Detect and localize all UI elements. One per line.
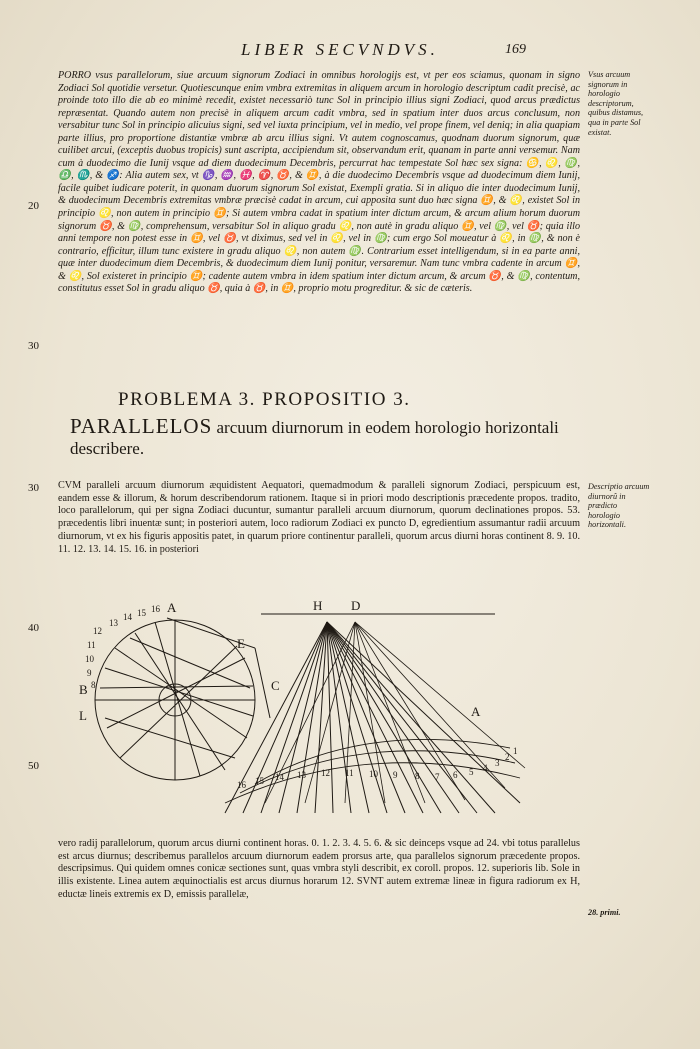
problema-title: PROBLEMA 3. PROPOSITIO 3. <box>118 389 411 410</box>
line-number: 30 <box>28 340 39 352</box>
bottom-number: 14 <box>275 772 284 782</box>
bottom-number: 2 <box>505 752 510 762</box>
line-number: 50 <box>28 760 39 772</box>
bottom-number: 9 <box>393 770 398 780</box>
running-title: LIBER SECVNDVS. <box>241 40 439 59</box>
margin-note-reference: 28. primi. <box>588 908 621 917</box>
circle-number: 14 <box>123 612 132 622</box>
line-number: 30 <box>28 482 39 494</box>
circle-chords <box>95 620 255 780</box>
bottom-number: 7 <box>435 772 440 782</box>
circle-number: 15 <box>137 608 146 618</box>
circle-number: 11 <box>87 640 96 650</box>
circle-number: 8 <box>91 680 96 690</box>
label-C: C <box>271 678 280 693</box>
bottom-number: 11 <box>345 768 354 778</box>
circle-number-labels <box>85 604 161 690</box>
margin-note-usus: Vsus arcuum signorum in horologio descriptorum, quibus distamus, qua in parte Sol existat. <box>588 70 644 137</box>
circle-number: 16 <box>151 604 160 614</box>
proposition-heading <box>70 416 590 459</box>
circle-number: 10 <box>85 654 94 664</box>
heading-capital-word: PARALLELOS <box>70 414 213 438</box>
line-number: 40 <box>28 622 39 634</box>
circle-number: 12 <box>93 626 102 636</box>
label-A-left: A <box>167 600 177 615</box>
bottom-number: 10 <box>369 769 378 779</box>
bottom-number: 12 <box>321 768 330 778</box>
paragraph-usus: PORRO vsus parallelorum, siue arcuum signorum Zodiaci in omnibus horologijs est, vt per eos sciamus, quonam in signo Zodiaci Sol quotidie versetur. Quotiescunque enim vmbra extremitas in aliquem arcum in horologio descriptum cadit precisè, ac proinde toto illo die ab eo minimè recedit, existet necessariò tunc Sol in principio illius signi Zodiaci, quod arcus prædictus repræsentat. Quando autem non precisè in aliquem arcum cadit vmbra, sed in spatium inter duos arcus conclusum, non versabitur tunc Sol in principio alicuius signi, sed vel iuxta principium, vel in medio, vel prope finem, vel deniq; in alia quapiam parte illius, pro proportione distantiæ vmbræ ab arcu illius signi. Vt autem cognoscamus, quodnam duorum signorum, quæ cuilibet arcui, (exceptis duobus tropicis) sunt ascripta, accipiendum sit, observandum erit, quanam in parte anni versemur. Nam cum à duodecimo die Iunij vsque ad diem duodecimum Decembris, percurrat hac tempestate Sol hæc sex signa: ♋, ♌, ♍, ♎, ♏, & ♐: Alia autem sex, vt ♑, ♒, ♓, ♈, ♉, & ♊, à die duodecimo Decembris vsque ad duodecimum diem Iunij, facile quibet iudicare poterit, in quonam duorum signorum Sol existat, Exempli gratia. Si in aliquo die inter duodecimum Iunij, & duodecimum Decembris extremitas vmbræ præcisè cadat in arcum, cui apposita sunt duo hæc signa ♊, & ♌, existet Sol in principio ♌, non autem in principio ♊; Si autem vmbra cadat in spatium inter dictum arcum, & arcum alium horum duorum signorum ♉, & ♍, comprehensum, versabitur Sol in aliquo gradu ♌, non autè in gradu aliquo ♊, vel ♍, vel ♉; quia illo anni tempore non potest esse in ♊, vel ♉, vt diximus, sed vel in ♌, vel in ♍; cum ergo Sol moueatur à ♌, in ♍, & non è contrario, efficitur, illum tunc existere in gradu aliquo ♌, non autem ♍. Contrarium esset intelligendum, si in ea parte anni, quæ inter duodecimum diem Decembris, & duodecimum diem Iunij ponitur, versaremur. Nam tunc vmbra cadente in arcum ♊, & ♌, Sol existeret in principio ♊; cadente autem vmbra in idem spatium inter dictum arcum, & arcum ♉, & ♍, contentum, constitutus esset Sol in gradu aliquo ♉, quia à ♉, in ♊, proprio motu progreditur. & sic de cæteris. <box>58 70 580 295</box>
heading-rest: arcuum diurnorum in eodem horologio horizontali describere. <box>70 418 559 458</box>
bottom-number: 16 <box>237 780 246 790</box>
paragraph-cum: CVM paralleli arcuum diurnorum æquidistent Aequatori, quemadmodum & paralleli signorum Zodiaci, perspicuum est, eandem esse & illorum, & horum describendorum rationem. Itaque si in priori modo descriptionis præcedente propos. tradito, loco parallelorum, qui per signa Zodiaci ducuntur, sumantur paralleli arcuum diurnorum, quorum declinationes propos. 53. præcedentis libri inuentæ sunt; in posteriori autem, loco radiorum Zodiaci ex puncto D, egredientium assumantur radii arcuum diurnorum, vt ex his figuris appositis patet, in quarum priore continentur paralleli, quorum arcus diurni horas continent 8. 9. 10. 11. 12. 13. 14. 15. 16. in posteriori <box>58 480 580 555</box>
circle-number: 13 <box>109 618 118 628</box>
bottom-number: 6 <box>453 770 458 780</box>
bottom-number: 3 <box>495 758 500 768</box>
margin-note-descriptio: Descriptio arcuum diurnorû in prædicto horologio horizontali. <box>588 482 650 530</box>
line-E-C <box>255 648 270 718</box>
circle-number: 9 <box>87 668 92 678</box>
paragraph-vero: vero radij parallelorum, quorum arcus diurni continent horas. 0. 1. 2. 3. 4. 5. 6. & sic deinceps vsque ad 24. vbi totus parallelus est arcus diurnus; describemus parallelos arcuum diurnorum eadem prorsus arte, qua parallelos signorum præcedente propos. descripsimus. Qui quidem omnes conicæ sectiones sunt, quas vmbra styli describit, ex coroll. propos. 12. superioris lib. Sole in illis existente. Linea autem æquinoctialis est arcus diurnus horarum 12. SVNT autem extremæ lineæ in figura radiorum ex H, eductæ lineis extremis ex D, emissis parallelæ, <box>58 838 580 900</box>
bottom-number: 8 <box>415 771 420 781</box>
bottom-number: 5 <box>469 767 474 777</box>
line-number: 20 <box>28 200 39 212</box>
label-L: L <box>79 708 87 723</box>
label-A-right: A <box>471 704 481 719</box>
label-E: E <box>237 636 245 651</box>
sundial-figure <box>75 588 555 828</box>
label-B: B <box>79 682 88 697</box>
bottom-number: 15 <box>255 776 264 786</box>
label-D: D <box>351 598 361 613</box>
bottom-number: 13 <box>297 770 306 780</box>
label-H: H <box>313 598 323 613</box>
page-number: 169 <box>505 42 526 57</box>
bottom-number: 1 <box>513 746 518 756</box>
bottom-number: 4 <box>483 763 488 773</box>
